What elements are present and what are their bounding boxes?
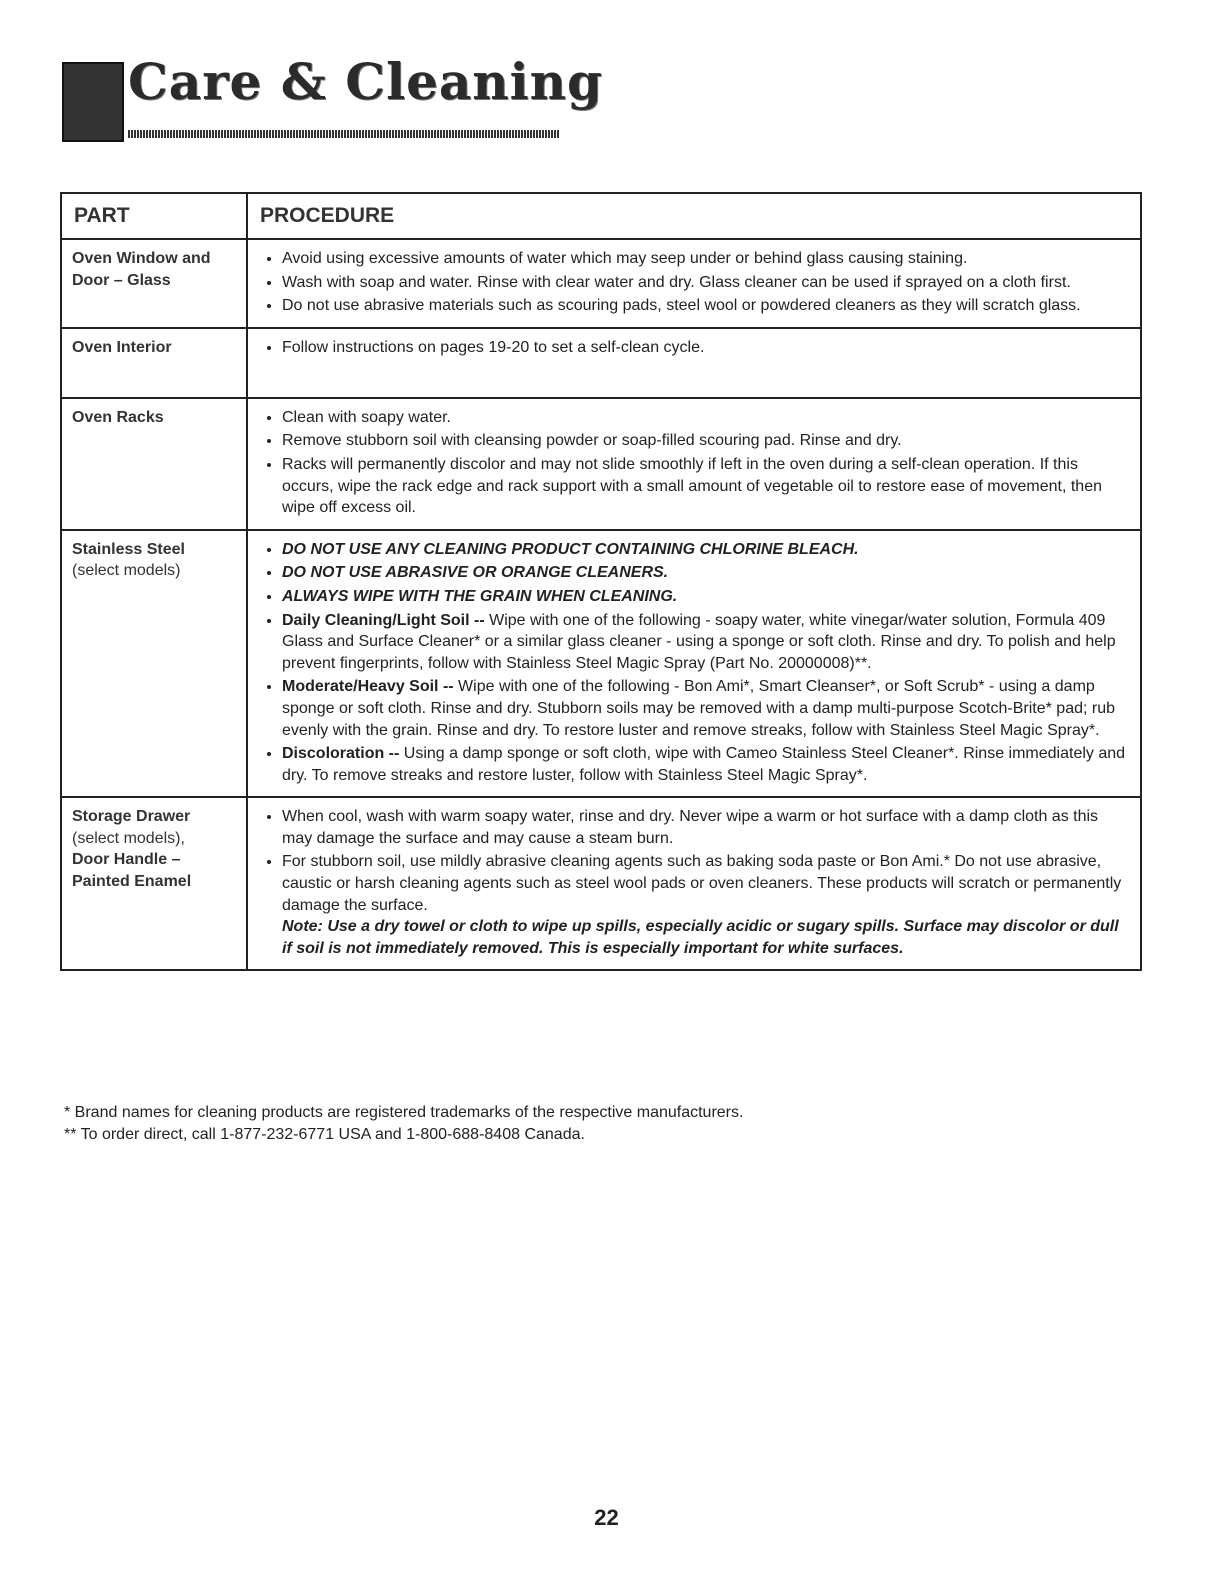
- part-subtitle: (select models): [72, 562, 181, 580]
- list-item: • When cool, wash with warm soapy water, rinse and dry. Never wipe a warm or hot surface with a damp cloth as this may damage the surface and may cause a steam burn.: [282, 806, 1130, 849]
- list-item: • Avoid using excessive amounts of water which may seep under or behind glass causing staining.: [282, 248, 1130, 270]
- warning-item: • DO NOT USE ABRASIVE OR ORANGE CLEANERS.: [282, 562, 1130, 584]
- footnote: ** To order direct, call 1-877-232-6771 USA and 1-800-688-8408 Canada.: [64, 1125, 585, 1143]
- procedure-cell: [247, 239, 1141, 328]
- part-name: Storage Drawer: [72, 808, 191, 826]
- part-cell: [61, 797, 247, 970]
- page-title: Care & Cleaning: [128, 52, 603, 111]
- procedure-cell: [247, 530, 1141, 798]
- table-row: [61, 530, 1141, 798]
- list-item: • Remove stubborn soil with cleansing powder or soap-filled scouring pad. Rinse and dry.: [282, 430, 1130, 452]
- footnotes: [64, 1102, 743, 1145]
- page-number: 22: [594, 1505, 619, 1530]
- list-item: [282, 743, 1130, 786]
- item-lead: Daily Cleaning/Light Soil --: [282, 611, 485, 629]
- procedure-cell: [247, 398, 1141, 530]
- item-text: For stubborn soil, use mildly abrasive cleaning agents such as baking soda paste or Bon Ami.* Do not use abrasive, caustic or harsh cleaning agents such as steel wool pads or oven cleaners. These products will scratch or permanently damage the surface.: [282, 853, 1122, 914]
- col-header-procedure: PROCEDURE: [247, 193, 1141, 239]
- care-table: [60, 192, 1142, 971]
- table-row: [61, 239, 1141, 328]
- part-cell: [61, 530, 247, 798]
- part-cell: [61, 328, 247, 398]
- list-item: [282, 610, 1130, 675]
- list-item: [282, 851, 1130, 959]
- item-text: Using a damp sponge or soft cloth, wipe with Cameo Stainless Steel Cleaner*. Rinse immediately and dry. To remove streaks and restore luster, follow with Stainless Steel Magic Spray*.: [282, 745, 1126, 784]
- list-item: • Do not use abrasive materials such as scouring pads, steel wool or powdered cleaners as they will scratch glass.: [282, 295, 1130, 317]
- part-name: Door Handle – Painted Enamel: [72, 851, 192, 891]
- part-name: Stainless Steel: [72, 540, 185, 558]
- item-text: Wipe with one of the following - Bon Ami*, Smart Cleanser*, or Soft Scrub* - using a damp sponge or soft cloth. Rinse and dry. Stubborn soils may be removed with a damp multi-purpose Scotch-Brite* pad; rub evenly with the grain. Rinse and dry. To restore luster and remove streaks, follow with Stainless Steel Magic Spray*.: [282, 678, 1116, 739]
- list-item: • Follow instructions on pages 19-20 to set a self-clean cycle.: [282, 337, 1130, 359]
- list-item: • Racks will permanently discolor and may not slide smoothly if left in the oven during a self-clean operation. If this occurs, wipe the rack edge and rack support with a small amount of vegetable oil to restore ease of movement, then wipe off excess oil.: [282, 454, 1130, 519]
- table-row: [61, 797, 1141, 970]
- part-cell: [61, 239, 247, 328]
- list-item: [282, 676, 1130, 741]
- part-subtitle: (select models),: [72, 829, 185, 847]
- note-text: Note: Use a dry towel or cloth to wipe up spills, especially acidic or sugary spills. Surface may discolor or dull if soil is not immediately removed. This is especially important for white surfaces.: [282, 918, 1119, 957]
- col-header-part: PART: [61, 193, 247, 239]
- table-row: [61, 328, 1141, 398]
- warning-item: • ALWAYS WIPE WITH THE GRAIN WHEN CLEANING.: [282, 586, 1130, 608]
- item-lead: Discoloration --: [282, 745, 400, 763]
- list-item: • Clean with soapy water.: [282, 407, 1130, 429]
- part-name: Oven Window and Door – Glass: [72, 250, 211, 289]
- part-name: Oven Interior: [72, 338, 172, 356]
- warning-item: • DO NOT USE ANY CLEANING PRODUCT CONTAINING CHLORINE BLEACH.: [282, 539, 1130, 561]
- list-item: • Wash with soap and water. Rinse with clear water and dry. Glass cleaner can be used if sprayed on a cloth first.: [282, 272, 1130, 294]
- cleaning-spray-icon: [62, 62, 124, 142]
- footnote: * Brand names for cleaning products are registered trademarks of the respective manufacturers.: [64, 1104, 744, 1121]
- table-row: [61, 398, 1141, 530]
- procedure-cell: [247, 797, 1141, 970]
- table-header-row: [61, 193, 1141, 239]
- title-rule: [128, 130, 560, 138]
- page-header: [62, 52, 603, 152]
- item-lead: Moderate/Heavy Soil --: [282, 678, 454, 696]
- procedure-cell: [247, 328, 1141, 398]
- part-cell: [61, 398, 247, 530]
- item-text: Wipe with one of the following - soapy water, white vinegar/water solution, Formula 409 Glass and Surface Cleaner* or a similar glass cleaner - using a sponge or soft cloth. Rinse and dry. To polish and help prevent fingerprints, follow with Stainless Steel Magic Spray (Part No. 20000008)**.: [282, 611, 1116, 672]
- part-name: Oven Racks: [72, 408, 164, 426]
